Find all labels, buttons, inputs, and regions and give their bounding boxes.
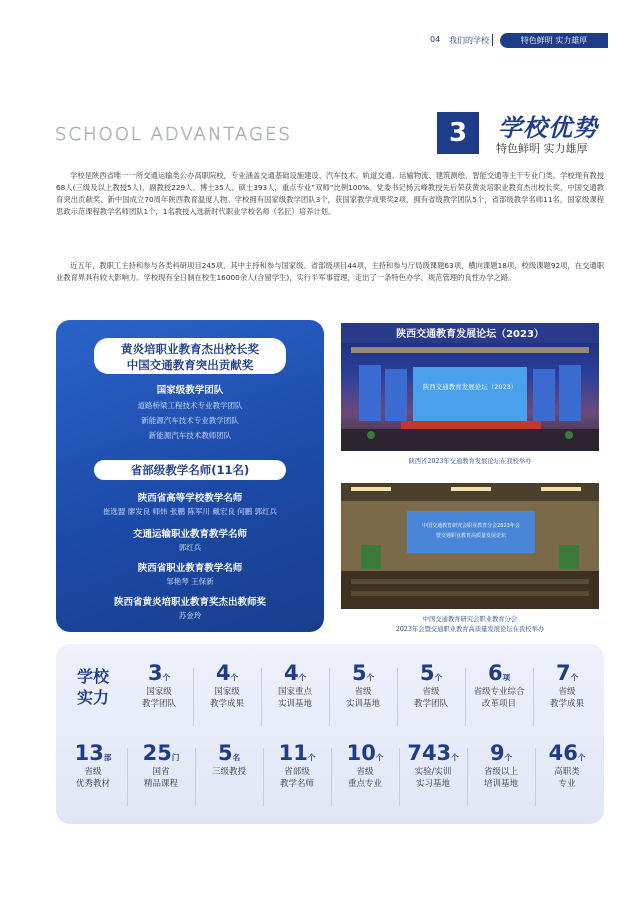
stat-value: 4 bbox=[215, 661, 231, 685]
stat-divider bbox=[261, 668, 262, 726]
forum-photo-2 bbox=[341, 483, 599, 609]
section-number: 3 bbox=[437, 112, 479, 154]
awards-panel bbox=[56, 320, 324, 632]
award-line-1: 黄炎培职业教育杰出校长奖 bbox=[121, 342, 259, 356]
stat-divider bbox=[263, 748, 264, 806]
national-team-item: 新能源汽车技术教师团队 bbox=[148, 431, 232, 440]
award-line-2: 中国交通教育突出贡献奖 bbox=[126, 358, 254, 372]
page-number: 04 bbox=[430, 35, 441, 44]
section-title: 学校优势 bbox=[498, 114, 598, 142]
english-title: SCHOOL ADVANTAGES bbox=[55, 124, 292, 145]
photo1-banner: 陕西交通教育发展论坛（2023） bbox=[396, 329, 544, 340]
stat-item bbox=[190, 740, 268, 778]
stat-item bbox=[54, 740, 132, 790]
award-group-names: 崔选盟 廖发良 师炜 张鹏 陈军川 戴宏良 何鹏 郭红兵 bbox=[102, 507, 278, 516]
stat-divider bbox=[329, 668, 330, 726]
stat-unit: 个 bbox=[230, 673, 239, 682]
stat-divider bbox=[195, 748, 196, 806]
stat-divider bbox=[533, 668, 534, 726]
award-group-title: 陕西省职业教育教学名师 bbox=[137, 563, 243, 574]
stat-label: 实训基地 bbox=[345, 699, 380, 709]
stat-item bbox=[326, 740, 404, 790]
stat-label: 专业 bbox=[558, 779, 576, 789]
stat-item bbox=[258, 740, 336, 790]
stat-label: 省部级 bbox=[284, 767, 310, 777]
photo2-screen-text-2: 暨交通职业教育高质量发展论坛 bbox=[435, 533, 507, 539]
photo2-screen-text-1: 中国交通教育研究会职业教育分会2023年会 bbox=[422, 523, 520, 529]
stat-label: 教学成果 bbox=[209, 699, 244, 709]
stat-divider bbox=[397, 668, 398, 726]
stat-value: 46 bbox=[548, 741, 578, 765]
stat-label: 国家级 bbox=[214, 687, 240, 697]
stat-label: 教学团队 bbox=[141, 699, 176, 709]
stat-label: 高职类 bbox=[554, 767, 580, 777]
stat-label: 省级专业综合 bbox=[473, 687, 525, 697]
stat-unit: 个 bbox=[366, 673, 375, 682]
forum-stage-illustration bbox=[341, 323, 599, 451]
stat-divider bbox=[535, 748, 536, 806]
award-group-title: 陕西省黄炎培职业教育奖杰出教师奖 bbox=[113, 597, 266, 608]
national-team-item: 道路桥梁工程技术专业教学团队 bbox=[137, 401, 243, 410]
stat-label: 国家重点 bbox=[277, 687, 312, 697]
stat-divider bbox=[465, 668, 466, 726]
stat-label: 三级教授 bbox=[211, 767, 246, 777]
stat-item bbox=[324, 660, 402, 710]
stat-value: 4 bbox=[283, 661, 299, 685]
photo1-screen-text: 陕西交通教育发展论坛（2023） bbox=[422, 383, 518, 391]
stat-label: 教学团队 bbox=[413, 699, 448, 709]
header-pill: 特色鲜明 实力雄厚 bbox=[500, 33, 608, 48]
stat-label: 省级 bbox=[84, 767, 102, 777]
stat-value: 11 bbox=[278, 741, 308, 765]
stat-item bbox=[394, 740, 472, 790]
award-group-title: 陕西省高等学校教学名师 bbox=[137, 493, 243, 504]
stat-value: 5 bbox=[217, 741, 233, 765]
stat-label: 改革项目 bbox=[481, 699, 516, 709]
stat-unit: 个 bbox=[375, 753, 384, 762]
stat-value: 5 bbox=[351, 661, 367, 685]
stat-divider bbox=[399, 748, 400, 806]
stat-label: 省级以上 bbox=[483, 767, 518, 777]
stat-label: 省级 bbox=[354, 687, 372, 697]
stat-item bbox=[256, 660, 334, 710]
stat-item bbox=[528, 740, 606, 790]
stat-unit: 门 bbox=[171, 753, 180, 762]
stat-label: 重点专业 bbox=[347, 779, 382, 789]
stat-unit: 项 bbox=[502, 673, 511, 682]
award-ribbon-top bbox=[94, 338, 286, 374]
stat-value: 9 bbox=[489, 741, 505, 765]
stats-label bbox=[72, 666, 114, 708]
award-group-title: 交通运输职业教育教学名师 bbox=[132, 529, 247, 540]
stat-value: 3 bbox=[147, 661, 163, 685]
stat-value: 6 bbox=[487, 661, 503, 685]
stat-label: 优秀教材 bbox=[75, 779, 110, 789]
stat-divider bbox=[127, 748, 128, 806]
award-group-names: 郭红兵 bbox=[178, 543, 202, 552]
stat-unit: 个 bbox=[307, 753, 316, 762]
stat-label: 实训基地 bbox=[277, 699, 312, 709]
stat-unit: 个 bbox=[504, 753, 513, 762]
stat-label: 教学成果 bbox=[549, 699, 584, 709]
stat-divider bbox=[467, 748, 468, 806]
stat-item bbox=[392, 660, 470, 710]
stat-value: 743 bbox=[407, 741, 452, 765]
stat-divider bbox=[193, 668, 194, 726]
award-group-names: 苏金玲 bbox=[178, 611, 202, 620]
stat-value: 13 bbox=[74, 741, 104, 765]
stat-item bbox=[122, 740, 200, 790]
stat-label: 省级 bbox=[356, 767, 374, 777]
section-subtitle: 特色鲜明 实力雄厚 bbox=[496, 142, 588, 155]
stat-label: 国省 bbox=[152, 767, 170, 777]
photo2-caption-1: 中国交通教育研究会职业教育分会 bbox=[422, 616, 518, 623]
stat-unit: 个 bbox=[570, 673, 579, 682]
stat-unit: 个 bbox=[451, 753, 459, 762]
header-divider bbox=[492, 34, 493, 46]
photo2-caption-2: 2023年会暨交通职业教育高质量发展论坛在我校举办 bbox=[395, 626, 545, 633]
award-ribbon-teachers: 省部级教学名师(11名) bbox=[94, 460, 286, 480]
stat-unit: 个 bbox=[298, 673, 307, 682]
section-name: 我们的学校 bbox=[449, 36, 489, 45]
stat-unit: 个 bbox=[577, 753, 586, 762]
stat-label: 培训基地 bbox=[483, 779, 518, 789]
national-team-item: 新能源汽车技术专业教学团队 bbox=[141, 416, 239, 425]
photo1-caption: 陕西省2023年交通教育发展论坛在我校举办 bbox=[408, 458, 532, 465]
stat-value: 7 bbox=[555, 661, 571, 685]
stat-label: 省级 bbox=[558, 687, 576, 697]
stat-label: 实习基地 bbox=[415, 779, 450, 789]
stat-unit: 个 bbox=[434, 673, 443, 682]
stat-label: 国家级 bbox=[146, 687, 172, 697]
stat-item bbox=[528, 660, 606, 710]
stat-item bbox=[188, 660, 266, 710]
stat-item bbox=[120, 660, 198, 710]
stat-value: 25 bbox=[142, 741, 172, 765]
stat-item bbox=[460, 660, 538, 710]
stat-label: 省级 bbox=[422, 687, 440, 697]
forum-photo-1 bbox=[341, 323, 599, 451]
conference-hall-illustration bbox=[341, 483, 599, 609]
national-team-title: 国家级教学团队 bbox=[156, 385, 224, 396]
stat-unit: 名 bbox=[232, 753, 241, 762]
stats-label-line: 实力 bbox=[76, 688, 109, 707]
stat-label: 精品课程 bbox=[143, 779, 178, 789]
stat-value: 5 bbox=[419, 661, 435, 685]
stat-label: 实验/实训 bbox=[414, 767, 452, 777]
stat-unit: 部 bbox=[103, 753, 112, 762]
award-group-names: 邹艳琴 王保新 bbox=[166, 577, 214, 586]
stat-unit: 个 bbox=[162, 673, 171, 682]
intro-paragraph-2: 近五年，教职工主持和参与各类科研项目245项，其中主持和参与国家级、省部级项目44项，主持和参与厅局级课题63项，横向课题18项，校级课题92项，在交通职业教育界具有较大影响力。学校现有全日制在校生16000余人(含留学生)，实行半军事管理，走出了一条特色办学、规范管理的良性办学之路。 bbox=[56, 261, 604, 282]
stat-label: 教学名师 bbox=[279, 779, 314, 789]
stat-value: 10 bbox=[346, 741, 376, 765]
page-header bbox=[0, 32, 640, 52]
stats-label-line: 学校 bbox=[76, 667, 109, 686]
stat-divider bbox=[331, 748, 332, 806]
intro-paragraph-1: 学校是陕西省唯一一所交通运输类公办高职院校，专业涵盖交通基础设施建设、汽车技术、轨道交通、运输物流、建筑测绘、智能交通等主干专业门类。学校现有教授68人(三级及以上教授5人)、副教授229人、博士35人、硕士393人，重点专业“双师”比例100%。党委书记杨云峰教授先后荣获黄炎培职业教育杰出校长奖、中国交通教育突出贡献奖、新中国成立70周年陕西教育温度人物。学校拥有国家级教学团队3个，获国家教学成果奖2项，拥有省级教学团队5个，省部级教学名师11名，国家级课程思政示范课程教学名师团队1个，1名教授入选新时代职业学校名师（名匠）培养计划。 bbox=[56, 171, 604, 216]
